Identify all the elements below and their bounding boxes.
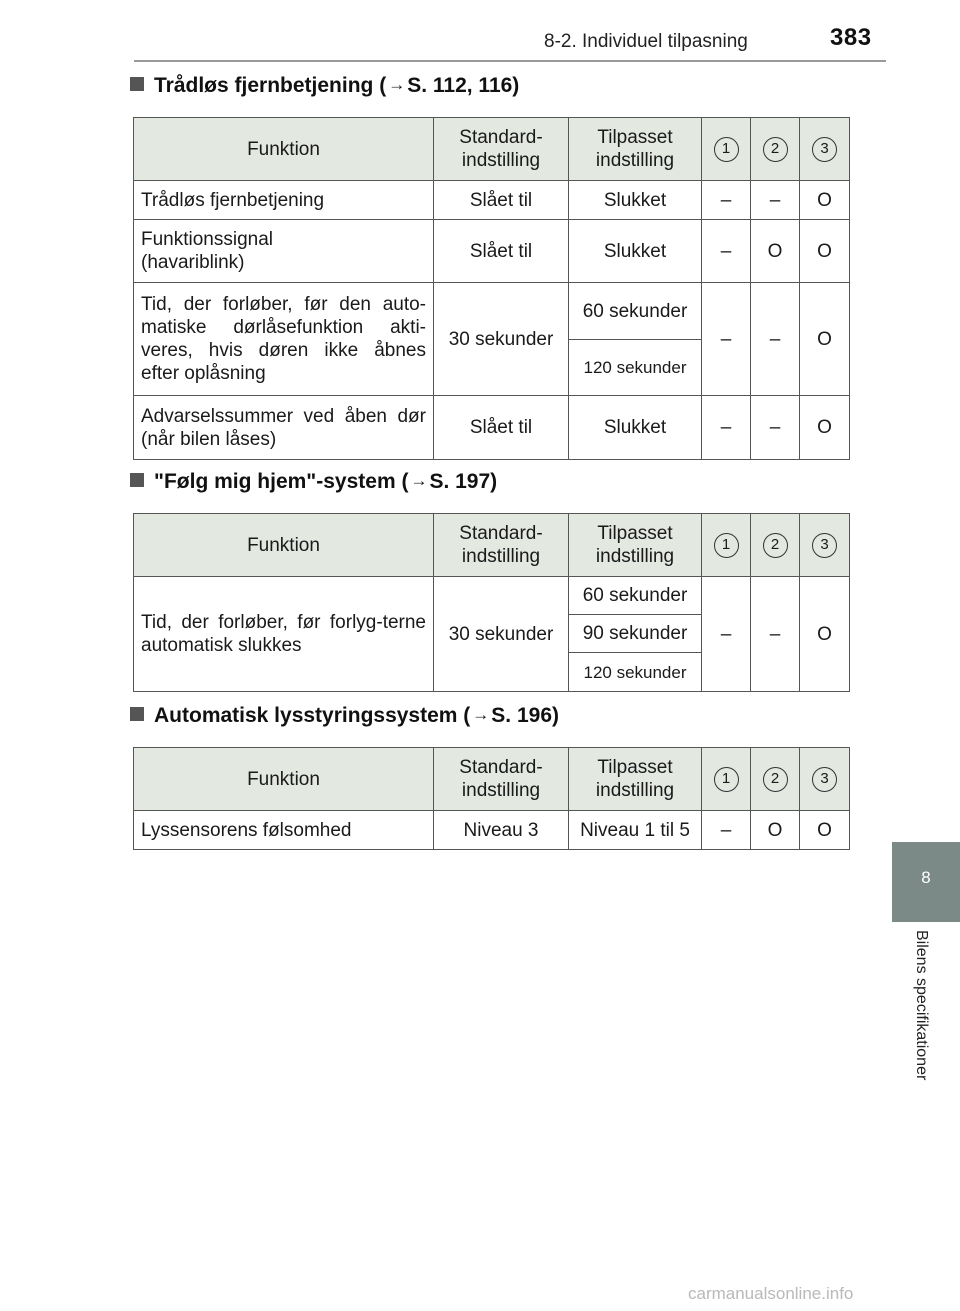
cell-1: – bbox=[702, 220, 751, 283]
table-row bbox=[134, 220, 850, 283]
table-remote bbox=[133, 117, 850, 460]
cell-2: O bbox=[751, 220, 800, 283]
circled-2-icon: 2 bbox=[763, 767, 788, 792]
cell-custom: Slukket bbox=[569, 181, 702, 220]
cell-3: O bbox=[800, 181, 850, 220]
circled-1-icon: 1 bbox=[714, 137, 739, 162]
cell-custom: Slukket bbox=[569, 220, 702, 283]
cell-function: Trådløs fjernbetjening bbox=[134, 181, 434, 220]
cell-custom: Niveau 1 til 5 bbox=[569, 811, 702, 850]
table-row bbox=[134, 283, 850, 340]
col-header-custom: Tilpasset indstilling bbox=[569, 748, 702, 811]
col-header-function: Funktion bbox=[134, 514, 434, 577]
cell-3: O bbox=[800, 220, 850, 283]
cell-custom: 90 sekunder bbox=[569, 615, 702, 653]
table-row bbox=[134, 811, 850, 850]
col-header-default: Standard- indstilling bbox=[434, 118, 569, 181]
table-row bbox=[134, 577, 850, 615]
cell-custom: 120 sekunder bbox=[569, 340, 702, 396]
cell-custom: 60 sekunder bbox=[569, 577, 702, 615]
col-header-function: Funktion bbox=[134, 118, 434, 181]
section-title-follow-me-home: "Følg mig hjem"-system ( →S. 197) bbox=[130, 470, 497, 494]
cell-2: – bbox=[751, 577, 800, 692]
cell-3: O bbox=[800, 577, 850, 692]
cell-2: – bbox=[751, 181, 800, 220]
watermark: carmanualsonline.info bbox=[688, 1284, 854, 1303]
cell-1: – bbox=[702, 396, 751, 460]
cell-1: – bbox=[702, 181, 751, 220]
col-header-1 bbox=[702, 514, 751, 577]
circled-1-icon: 1 bbox=[714, 533, 739, 558]
arrow-right-icon: → bbox=[472, 705, 490, 724]
cell-3: O bbox=[800, 811, 850, 850]
col-header-default: Standard- indstilling bbox=[434, 514, 569, 577]
page-number: 383 bbox=[830, 24, 872, 51]
cell-default: Slået til bbox=[434, 220, 569, 283]
arrow-right-icon: → bbox=[388, 75, 406, 94]
cell-2: – bbox=[751, 283, 800, 396]
col-header-custom: Tilpasset indstilling bbox=[569, 514, 702, 577]
square-bullet-icon bbox=[130, 77, 144, 91]
section-heading: 8-2. Individuel tilpasning bbox=[544, 31, 748, 52]
cell-function: Tid, der forløber, før forlyg-terne automatisk slukkes bbox=[134, 577, 434, 692]
col-header-2 bbox=[751, 118, 800, 181]
cell-default: Niveau 3 bbox=[434, 811, 569, 850]
col-header-3 bbox=[800, 748, 850, 811]
cell-function: Tid, der forløber, før den auto-matiske dørlåsefunktion akti-veres, hvis døren ikke åbnes efter oplåsning bbox=[134, 283, 434, 396]
circled-2-icon: 2 bbox=[763, 137, 788, 162]
section-title-remote: Trådløs fjernbetjening ( →S. 112, 116) bbox=[130, 74, 519, 98]
square-bullet-icon bbox=[130, 707, 144, 721]
table-follow-me-home bbox=[133, 513, 850, 692]
chapter-number: 8 bbox=[921, 868, 931, 887]
page-reference-link[interactable]: S. 196) bbox=[491, 704, 560, 727]
cell-1: – bbox=[702, 283, 751, 396]
cell-1: – bbox=[702, 811, 751, 850]
table-header-row bbox=[134, 748, 850, 811]
table-row bbox=[134, 396, 850, 460]
cell-function: Advarselssummer ved åben dør (når bilen låses) bbox=[134, 396, 434, 460]
cell-2: – bbox=[751, 396, 800, 460]
col-header-1 bbox=[702, 748, 751, 811]
page-reference-link[interactable]: S. 197) bbox=[429, 470, 498, 493]
square-bullet-icon bbox=[130, 473, 144, 487]
chapter-tab[interactable] bbox=[892, 842, 960, 922]
col-header-2 bbox=[751, 748, 800, 811]
cell-1: – bbox=[702, 577, 751, 692]
circled-2-icon: 2 bbox=[763, 533, 788, 558]
col-header-3 bbox=[800, 118, 850, 181]
cell-default: 30 sekunder bbox=[434, 283, 569, 396]
page-reference-link[interactable]: S. 112, 116) bbox=[407, 74, 520, 97]
circled-1-icon: 1 bbox=[714, 767, 739, 792]
table-header-row bbox=[134, 514, 850, 577]
table-auto-light bbox=[133, 747, 850, 850]
section-title-auto-light: Automatisk lysstyringssystem ( →S. 196) bbox=[130, 704, 559, 728]
chapter-label: Bilens specifikationer bbox=[913, 930, 930, 1081]
cell-default: Slået til bbox=[434, 181, 569, 220]
cell-function: Funktionssignal (havariblink) bbox=[134, 220, 434, 283]
circled-3-icon: 3 bbox=[812, 533, 837, 558]
table-header-row bbox=[134, 118, 850, 181]
page-header bbox=[0, 0, 960, 62]
col-header-function: Funktion bbox=[134, 748, 434, 811]
cell-default: 30 sekunder bbox=[434, 577, 569, 692]
col-header-custom: Tilpasset indstilling bbox=[569, 118, 702, 181]
cell-custom: 60 sekunder bbox=[569, 283, 702, 340]
cell-2: O bbox=[751, 811, 800, 850]
cell-3: O bbox=[800, 283, 850, 396]
cell-default: Slået til bbox=[434, 396, 569, 460]
cell-custom: 120 sekunder bbox=[569, 653, 702, 692]
header-divider bbox=[134, 60, 886, 62]
col-header-2 bbox=[751, 514, 800, 577]
cell-custom: Slukket bbox=[569, 396, 702, 460]
arrow-right-icon: → bbox=[410, 471, 428, 490]
cell-3: O bbox=[800, 396, 850, 460]
table-row bbox=[134, 181, 850, 220]
col-header-1 bbox=[702, 118, 751, 181]
cell-function: Lyssensorens følsomhed bbox=[134, 811, 434, 850]
col-header-default: Standard- indstilling bbox=[434, 748, 569, 811]
circled-3-icon: 3 bbox=[812, 767, 837, 792]
col-header-3 bbox=[800, 514, 850, 577]
circled-3-icon: 3 bbox=[812, 137, 837, 162]
